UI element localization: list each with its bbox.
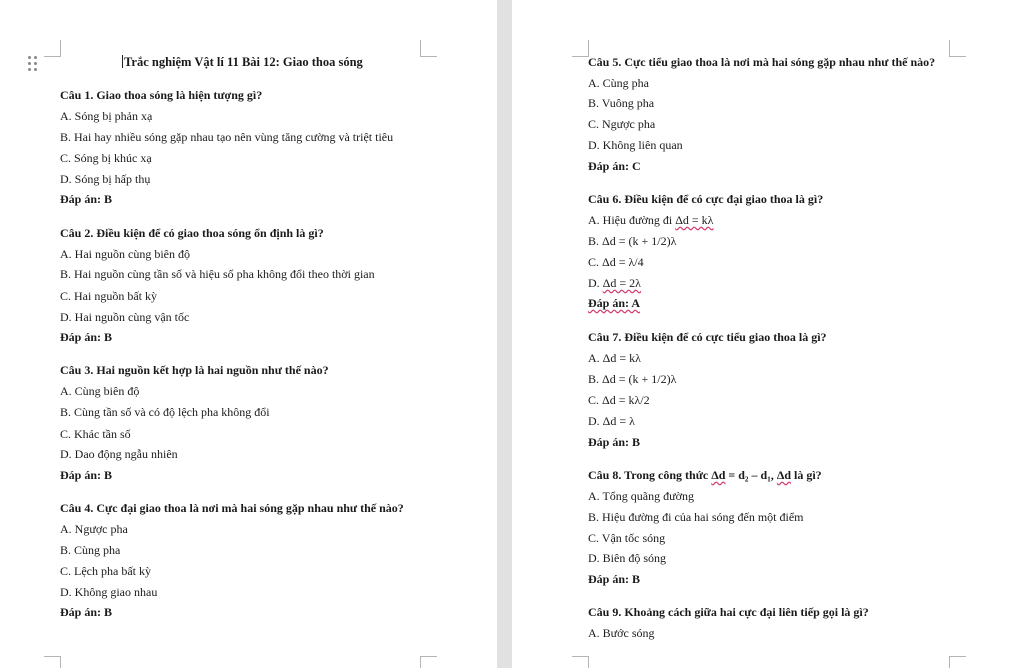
- option-b: B. Δd = (k + 1/2)λ: [588, 372, 677, 386]
- option-a: A. Bước sóng: [588, 626, 655, 640]
- option-a: A. Hai nguồn cùng biên độ: [60, 247, 190, 261]
- option-a: A. Δd = kλ: [588, 351, 641, 365]
- crop-mark-bottom-right: [949, 656, 966, 668]
- answer: Đáp án: A: [588, 296, 641, 310]
- option-c: C. Vận tốc sóng: [588, 531, 666, 545]
- option-a: A. Sóng bị phản xạ: [60, 109, 153, 123]
- crop-mark-top-left: [44, 40, 61, 57]
- option-b: B. Vuông pha: [588, 96, 655, 110]
- answer: Đáp án: C: [588, 159, 641, 173]
- answer: Đáp án: B: [588, 435, 641, 449]
- option-a: A. Cùng pha: [588, 76, 649, 90]
- option-b: B. Hiệu đường đi của hai sóng đến một điểm: [588, 510, 804, 524]
- page-gap: [497, 0, 512, 668]
- option-b: B. Cùng pha: [60, 543, 121, 557]
- option-d: D. Hai nguồn cùng vận tốc: [60, 310, 190, 324]
- option-d: D. Không giao nhau: [60, 585, 158, 599]
- option-a: A. Tổng quãng đường: [588, 489, 694, 503]
- document-page-left: [0, 0, 497, 668]
- option-c: C. Ngược pha: [588, 117, 656, 131]
- spellcheck-underline: Δd: [776, 468, 792, 482]
- question-1: Câu 1. Giao thoa sóng là hiện tượng gì?: [60, 88, 263, 102]
- answer: Đáp án: B: [60, 468, 113, 482]
- question-7: Câu 7. Điều kiện để có cực tiểu giao thoa là gì?: [588, 330, 827, 344]
- option-d: D. Δd = 2λ: [588, 276, 641, 290]
- option-c: C. Δd = kλ/2: [588, 393, 650, 407]
- option-a: A. Cùng biên độ: [60, 384, 140, 398]
- option-b: B. Δd = (k + 1/2)λ: [588, 234, 677, 248]
- option-d: D. Δd = λ: [588, 414, 635, 428]
- option-d: D. Sóng bị hấp thụ: [60, 172, 151, 186]
- question-5: Câu 5. Cực tiểu giao thoa là nơi mà hai sóng gặp nhau như thế nào?: [588, 55, 936, 69]
- question-2: Câu 2. Điều kiện để có giao thoa sóng ổn định là gì?: [60, 226, 324, 240]
- question-4: Câu 4. Cực đại giao thoa là nơi mà hai sóng gặp nhau như thế nào?: [60, 501, 404, 515]
- question-9: Câu 9. Khoảng cách giữa hai cực đại liên tiếp gọi là gì?: [588, 605, 869, 619]
- spellcheck-underline: Δd = kλ: [675, 213, 714, 227]
- option-c: C. Hai nguồn bất kỳ: [60, 289, 157, 303]
- option-a: A. Ngược pha: [60, 522, 128, 536]
- option-c: C. Lệch pha bất kỳ: [60, 564, 151, 578]
- crop-mark-bottom-left: [572, 656, 589, 668]
- answer: Đáp án: B: [588, 572, 641, 586]
- option-d: D. Dao động ngẫu nhiên: [60, 447, 178, 461]
- option-d: D. Biên độ sóng: [588, 551, 666, 565]
- option-c: C. Sóng bị khúc xạ: [60, 151, 152, 165]
- option-c: C. Δd = λ/4: [588, 255, 644, 269]
- crop-mark-top-right: [420, 40, 437, 57]
- option-d: D. Không liên quan: [588, 138, 683, 152]
- answer: Đáp án: B: [60, 605, 113, 619]
- option-b: B. Cùng tần số và có độ lệch pha không đổi: [60, 405, 270, 419]
- document-page-right: [512, 0, 1022, 668]
- spellcheck-underline: Δd = 2λ: [602, 276, 641, 290]
- crop-mark-top-right: [949, 40, 966, 57]
- answer: Đáp án: B: [60, 330, 113, 344]
- option-b: B. Hai nguồn cùng tần số và hiệu số pha không đổi theo thời gian: [60, 267, 375, 281]
- answer: Đáp án: B: [60, 192, 113, 206]
- crop-mark-bottom-right: [420, 656, 437, 668]
- crop-mark-top-left: [572, 40, 589, 57]
- table-move-handle-icon[interactable]: [28, 56, 40, 72]
- crop-mark-bottom-left: [44, 656, 61, 668]
- question-8: Câu 8. Trong công thức Δd = d₂ – d₁, Δd là gì?: [588, 468, 822, 482]
- question-6: Câu 6. Điều kiện để có cực đại giao thoa là gì?: [588, 192, 824, 206]
- document-title[interactable]: Trắc nghiệm Vật lí 11 Bài 12: Giao thoa sóng: [124, 55, 363, 69]
- option-c: C. Khác tần số: [60, 427, 131, 441]
- option-b: B. Hai hay nhiều sóng gặp nhau tạo nên vùng tăng cường và triệt tiêu: [60, 130, 394, 144]
- question-3: Câu 3. Hai nguồn kết hợp là hai nguồn như thế nào?: [60, 363, 329, 377]
- spellcheck-underline: Δd: [711, 468, 726, 482]
- text-cursor: [122, 55, 123, 68]
- option-a: A. Hiệu đường đi Δd = kλ: [588, 213, 714, 227]
